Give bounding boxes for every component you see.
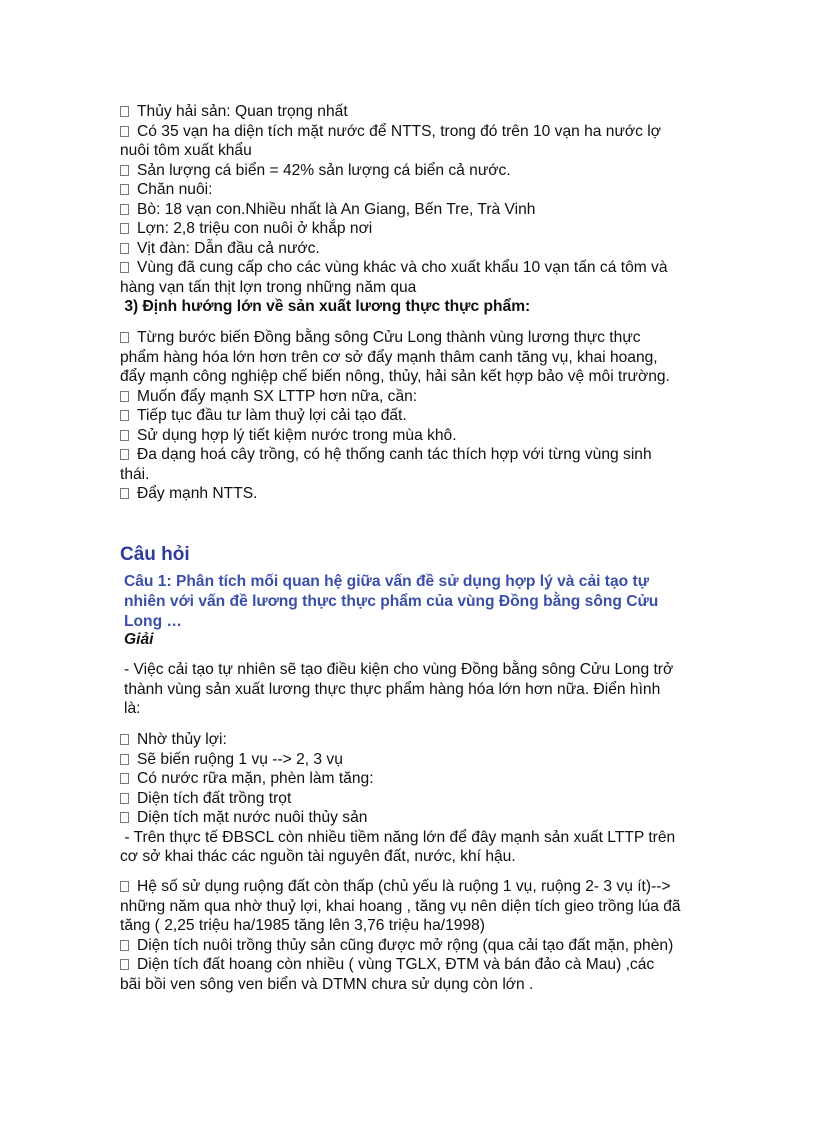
list-item-continuation: những năm qua nhờ thuỷ lợi, khai hoang , tăng vụ nên diện tích gieo trồng lúa đã: [120, 897, 681, 915]
paragraph-line: - Trên thực tế ĐBSCL còn nhiều tiềm năng lớn để đây mạnh sản xuất LTTP trên: [120, 828, 676, 846]
bullet-box-icon: [120, 204, 129, 215]
list-item: Lợn: 2,8 triệu con nuôi ở khắp nơi: [120, 219, 700, 239]
list-item-continuation: tăng ( 2,25 triệu ha/1985 tăng lên 3,76 triệu ha/1998): [120, 917, 485, 934]
bullet-box-icon: [120, 812, 129, 823]
section-orientation: [120, 328, 700, 504]
list-item: Nhờ thủy lợi:: [120, 730, 700, 750]
list-item: Diện tích đất trồng trọt: [120, 789, 700, 809]
list-item: Thủy hải sản: Quan trọng nhất: [120, 102, 700, 122]
list-item-continuation: đẩy mạnh công nghiệp chế biến nông, thủy, hải sản kết hợp bảo vệ môi trường.: [120, 368, 670, 385]
bullet-box-icon: [120, 773, 129, 784]
list-item-continuation: nuôi tôm xuất khẩu: [120, 142, 252, 159]
bullet-box-icon: [120, 430, 129, 441]
list-item-continuation: phẩm hàng hóa lớn hơn trên cơ sở đẩy mạnh thâm canh tăng vụ, khai hoang,: [120, 348, 658, 366]
bullet-box-icon: [120, 940, 129, 951]
answer-label: Giải: [124, 631, 154, 648]
bullet-box-icon: [120, 332, 129, 343]
bullet-box-icon: [120, 449, 129, 460]
list-item: Bò: 18 vạn con.Nhiều nhất là An Giang, Bến Tre, Trà Vinh: [120, 200, 700, 220]
list-item: Có nước rữa mặn, phèn làm tăng:: [120, 769, 700, 789]
bullet-box-icon: [120, 959, 129, 970]
section-livestock-fishery: [120, 102, 700, 317]
list-item-continuation: hàng vạn tấn thịt lợn trong những năm qua: [120, 278, 417, 296]
list-item: Vịt đàn: Dẫn đầu cả nước.: [120, 239, 700, 259]
bullet-box-icon: [120, 734, 129, 745]
bullet-box-icon: [120, 126, 129, 137]
section-heading: 3) Định hướng lớn về sản xuất lương thực thực phẩm:: [120, 298, 531, 315]
bullet-box-icon: [120, 391, 129, 402]
list-item: Từng bước biến Đồng bằng sông Cửu Long thành vùng lương thực thực: [120, 328, 700, 348]
list-item: Diện tích đất hoang còn nhiều ( vùng TGLX, ĐTM và bán đảo cà Mau) ,các: [120, 955, 700, 975]
page-title: Câu hỏi: [120, 544, 190, 565]
list-item: Hệ số sử dụng ruộng đất còn thấp (chủ yếu là ruộng 1 vụ, ruộng 2- 3 vụ ít)-->: [120, 877, 700, 897]
bullet-box-icon: [120, 488, 129, 499]
bullet-box-icon: [120, 184, 129, 195]
bullet-box-icon: [120, 262, 129, 273]
bullet-box-icon: [120, 223, 129, 234]
paragraph-line: là:: [124, 700, 141, 717]
list-item: Diện tích nuôi trồng thủy sản cũng được mở rộng (qua cải tạo đất mặn, phèn): [120, 936, 700, 956]
section-land-use: [120, 877, 700, 994]
bullet-box-icon: [120, 243, 129, 254]
list-item: Tiếp tục đầu tư làm thuỷ lợi cải tạo đất.: [120, 406, 700, 426]
paragraph-line: - Việc cải tạo tự nhiên sẽ tạo điều kiện cho vùng Đồng bằng sông Cửu Long trở: [124, 661, 674, 678]
list-item: Diện tích mặt nước nuôi thủy sản: [120, 808, 700, 828]
question-text: Câu 1: Phân tích mối quan hệ giữa vấn đề sử dụng hợp lý và cải tạo tự nhiên với vấn đề lương thực thực phẩm của vùng Đồng bằng sông Cửu Long …: [124, 573, 659, 630]
bullet-box-icon: [120, 410, 129, 421]
paragraph-line: thành vùng sản xuất lương thực thực phẩm hàng hóa lớn hơn nữa. Điển hình: [124, 680, 661, 698]
bullet-box-icon: [120, 165, 129, 176]
section-irrigation: [120, 730, 700, 867]
list-item: Có 35 vạn ha diện tích mặt nước để NTTS, trong đó trên 10 vạn ha nước lợ: [120, 122, 700, 142]
bullet-box-icon: [120, 106, 129, 117]
list-item: Sản lượng cá biển = 42% sản lượng cá biển cả nước.: [120, 161, 700, 181]
bullet-box-icon: [120, 754, 129, 765]
list-item: Vùng đã cung cấp cho các vùng khác và cho xuất khẩu 10 vạn tấn cá tôm và: [120, 258, 700, 278]
answer-intro: [124, 660, 704, 719]
list-item-continuation: thái.: [120, 465, 150, 483]
bullet-box-icon: [120, 793, 129, 804]
list-item: Chăn nuôi:: [120, 180, 700, 200]
list-item: Sẽ biến ruộng 1 vụ --> 2, 3 vụ: [120, 750, 700, 770]
list-item: Muốn đẩy mạnh SX LTTP hơn nữa, cần:: [120, 387, 700, 407]
list-item: Đẩy mạnh NTTS.: [120, 484, 700, 504]
list-item: Sử dụng hợp lý tiết kiệm nước trong mùa khô.: [120, 426, 700, 446]
bullet-box-icon: [120, 881, 129, 892]
paragraph-line: cơ sở khai thác các nguồn tài nguyên đất, nước, khí hậu.: [120, 848, 516, 865]
list-item: Đa dạng hoá cây trồng, có hệ thống canh tác thích hợp với từng vùng sinh: [120, 445, 700, 465]
list-item-continuation: bãi bồi ven sông ven biển và DTMN chưa sử dụng còn lớn .: [120, 975, 534, 993]
